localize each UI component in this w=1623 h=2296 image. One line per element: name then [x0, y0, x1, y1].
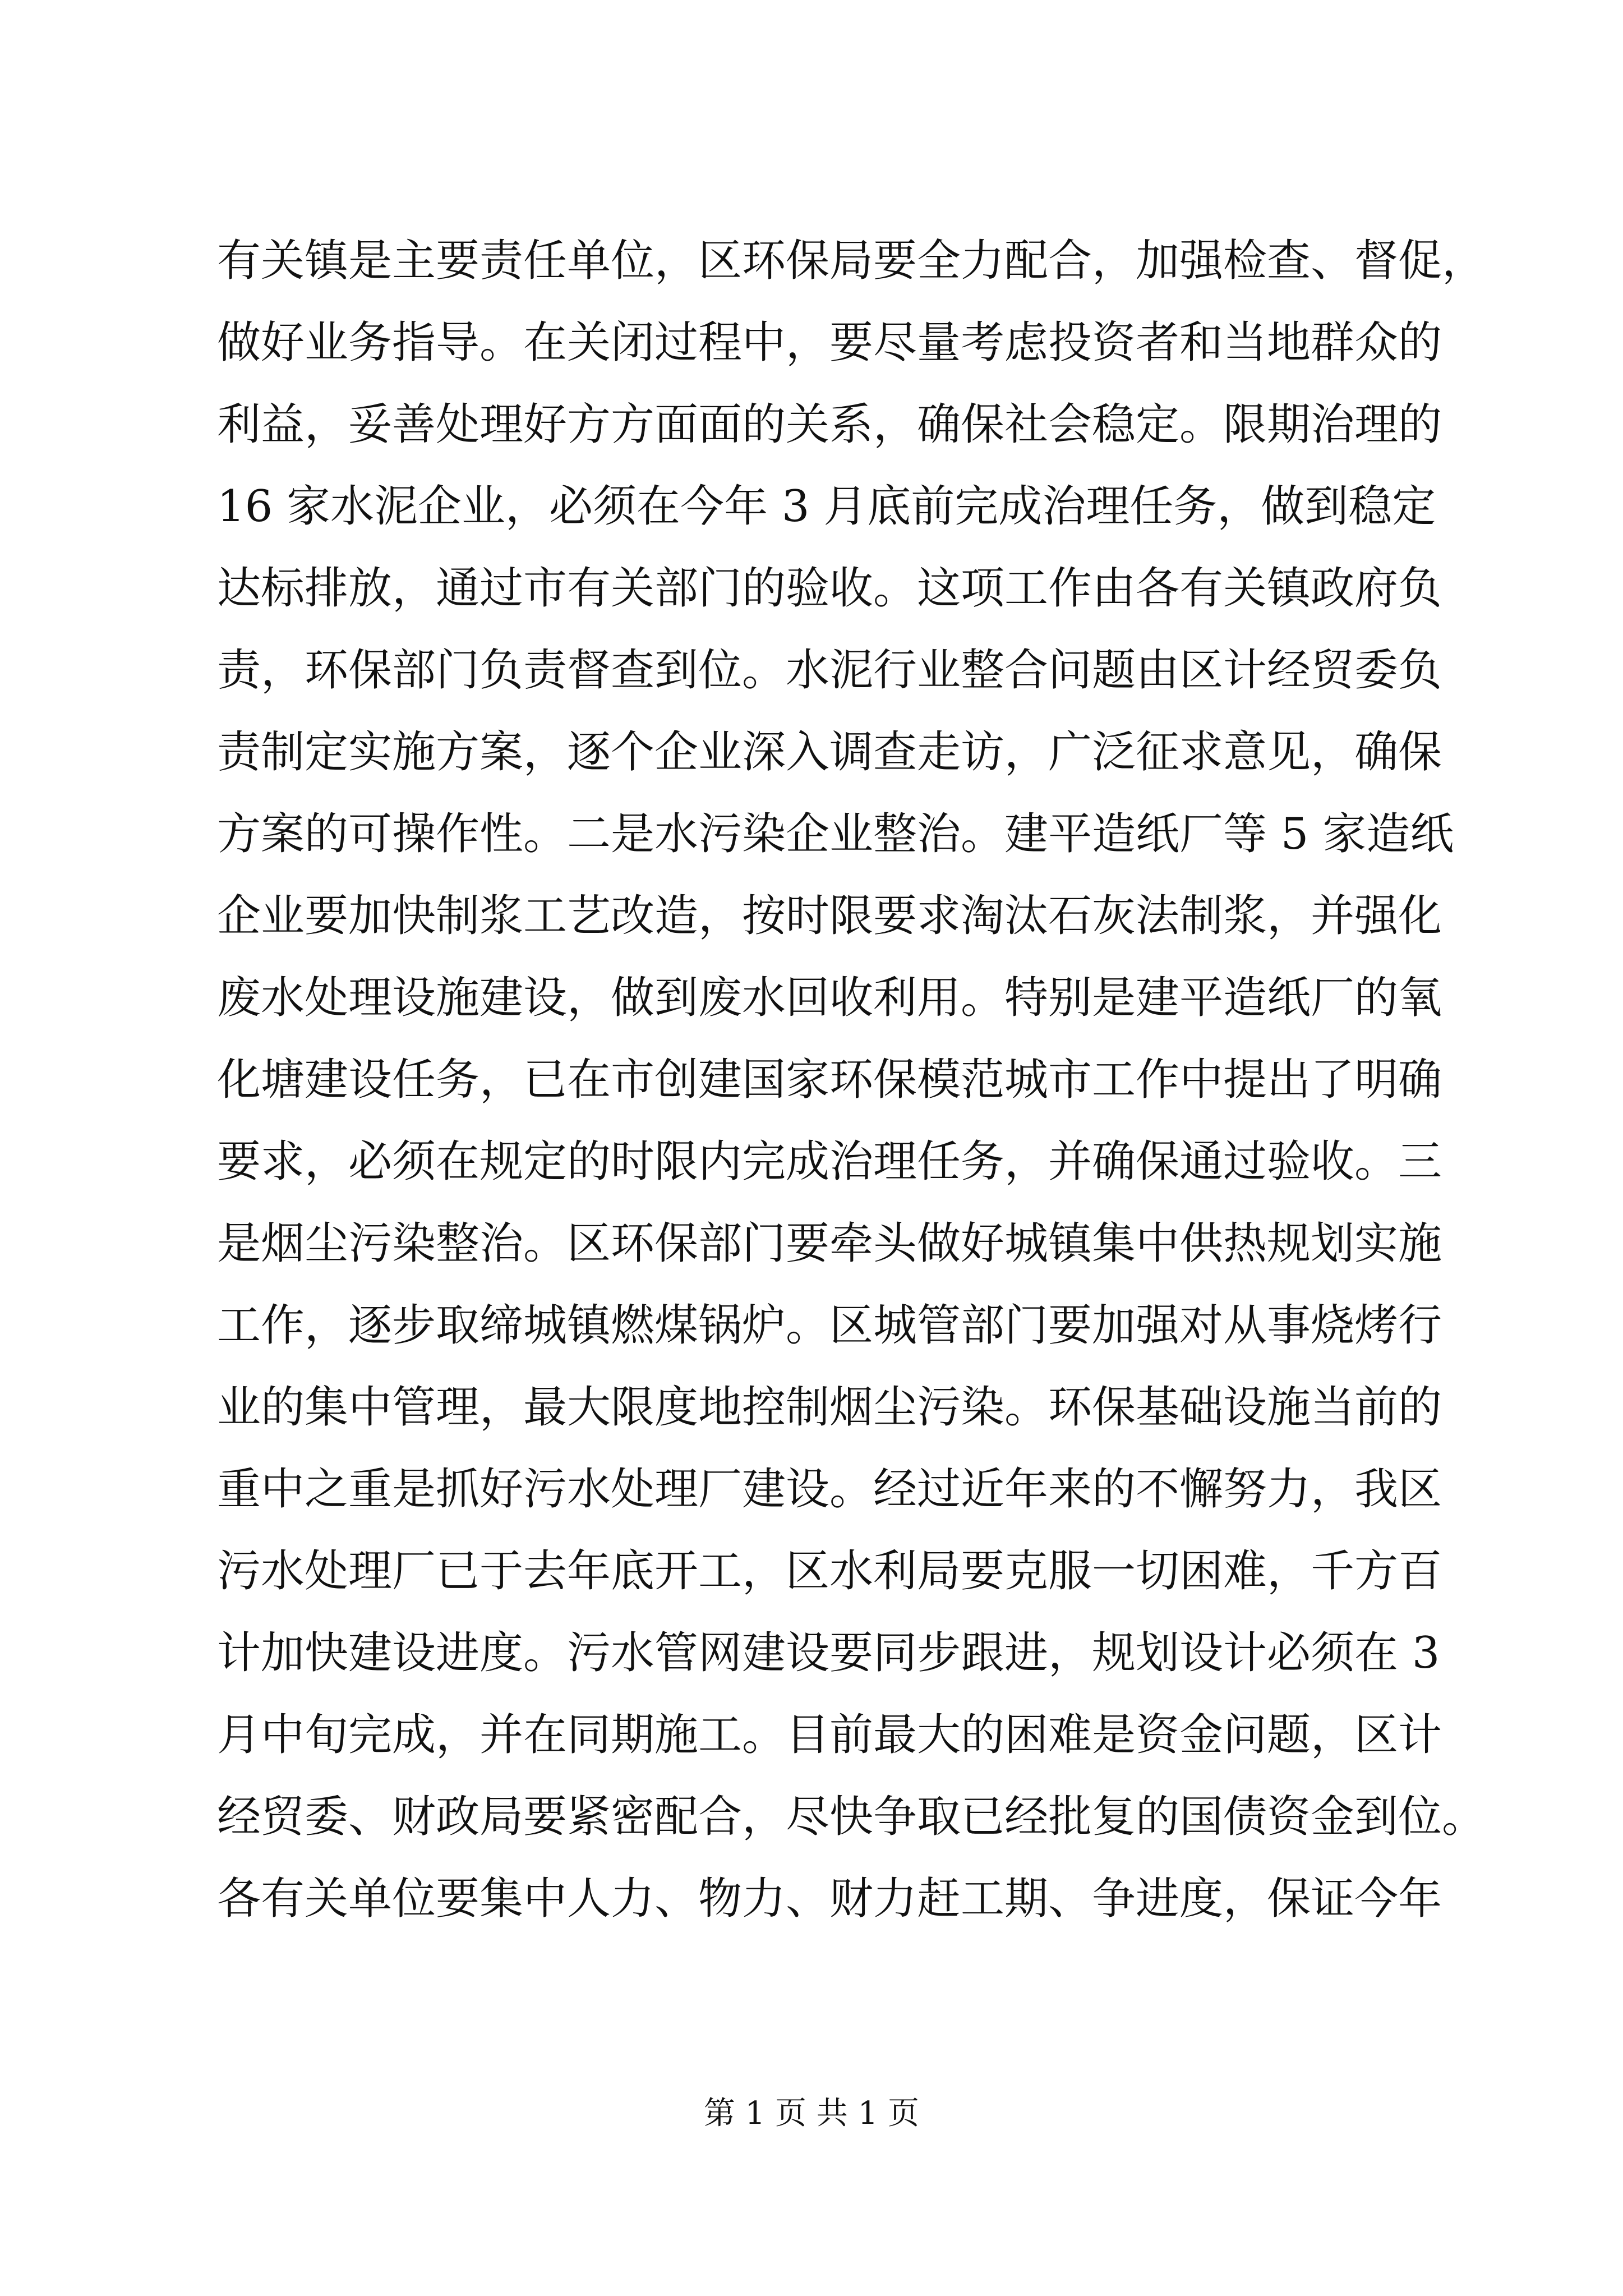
- text-line-21: 各有关单位要集中人力、物力、财力赶工期、争进度，保证今年: [217, 1874, 1442, 1924]
- text-line-16: 重中之重是抓好污水处理厂建设。经过近年来的不懈努力，我区: [217, 1464, 1442, 1515]
- text-line-13: 是烟尘污染整治。区环保部门要牵头做好城镇集中供热规划实施: [217, 1218, 1442, 1269]
- text-line-4: 16 家水泥企业，必须在今年 3 月底前完成治理任务，做到稳定: [217, 481, 1436, 532]
- text-line-3: 利益，妥善处理好方方面面的关系，确保社会稳定。限期治理的: [217, 399, 1442, 450]
- text-line-1: 有关镇是主要责任单位，区环保局要全力配合，加强检查、督促，: [217, 236, 1486, 286]
- text-line-10: 废水处理设施建设，做到废水回收利用。特别是建平造纸厂的氧: [217, 973, 1442, 1023]
- text-line-2: 做好业务指导。在关闭过程中，要尽量考虑投资者和当地群众的: [217, 318, 1442, 368]
- text-line-5: 达标排放，通过市有关部门的验收。这项工作由各有关镇政府负: [217, 563, 1442, 614]
- page-number-footer: 第 1 页 共 1 页: [703, 2095, 920, 2132]
- text-line-12: 要求，必须在规定的时限内完成治理任务，并确保通过验收。三: [217, 1137, 1442, 1187]
- text-line-11: 化塘建设任务，已在市创建国家环保模范城市工作中提出了明确: [217, 1055, 1442, 1105]
- text-line-14: 工作，逐步取缔城镇燃煤锅炉。区城管部门要加强对从事烧烤行: [217, 1300, 1442, 1351]
- text-line-9: 企业要加快制浆工艺改造，按时限要求淘汰石灰法制浆，并强化: [217, 891, 1442, 941]
- text-line-20: 经贸委、财政局要紧密配合，尽快争取已经批复的国债资金到位。: [217, 1792, 1486, 1842]
- text-line-19: 月中旬完成，并在同期施工。目前最大的困难是资金问题，区计: [217, 1710, 1442, 1760]
- text-line-18: 计加快建设进度。污水管网建设要同步跟进，规划设计必须在 3: [217, 1628, 1440, 1678]
- text-line-17: 污水处理厂已于去年底开工，区水利局要克服一切困难，千方百: [217, 1546, 1442, 1596]
- text-line-15: 业的集中管理，最大限度地控制烟尘污染。环保基础设施当前的: [217, 1382, 1442, 1433]
- body-paragraph: [217, 220, 1486, 1940]
- text-line-8: 方案的可操作性。二是水污染企业整治。建平造纸厂等 5 家造纸: [217, 809, 1454, 859]
- text-line-6: 责，环保部门负责督查到位。水泥行业整合问题由区计经贸委负: [217, 645, 1442, 696]
- text-line-7: 责制定实施方案，逐个企业深入调查走访，广泛征求意见，确保: [217, 727, 1442, 777]
